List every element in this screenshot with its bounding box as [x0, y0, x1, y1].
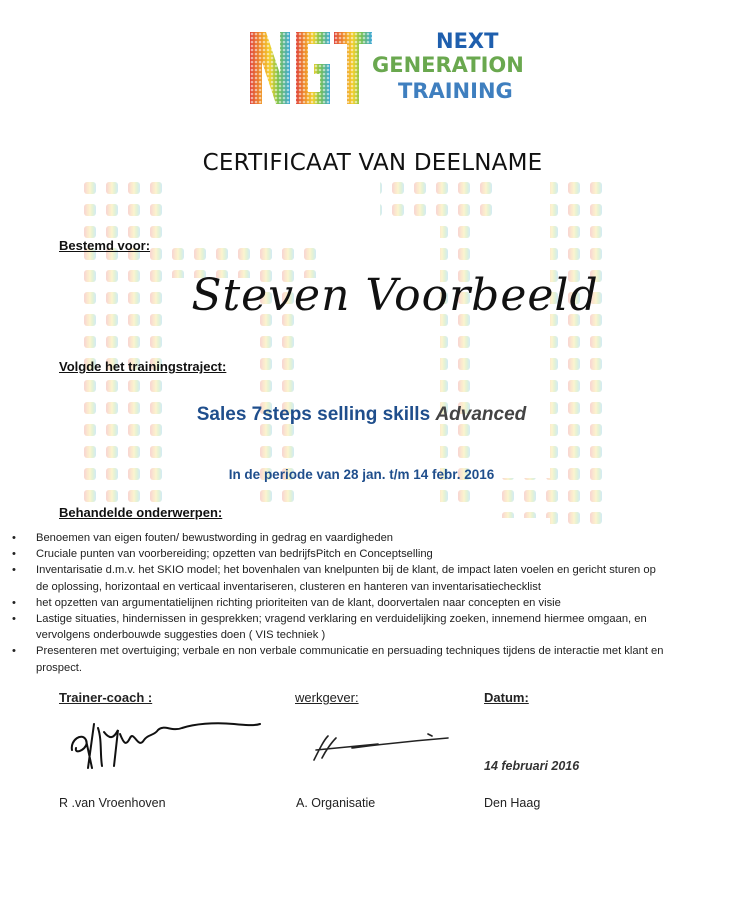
list-item — [12, 611, 737, 643]
topic-line: het opzetten van argumentatielijnen richting prioriteiten van de klant, doorvertalen naar concepten en visie — [36, 596, 561, 609]
topic-line: Presenteren met overtuiging; verbale en non verbale communicatie en persuading techniques tijdens de interactie met klant en — [36, 645, 664, 658]
list-item — [12, 530, 737, 546]
recipient-label: Bestemd voor: — [59, 238, 151, 253]
date-value: 14 februari 2016 — [484, 759, 580, 773]
topics-label: Behandelde onderwerpen: — [59, 505, 223, 520]
topics-list — [12, 530, 737, 676]
trainer-signature-icon — [64, 710, 264, 774]
logo-monogram-icon — [246, 24, 376, 110]
bullet-icon: • — [12, 564, 16, 577]
bullet-icon: • — [12, 548, 16, 561]
logo-line-next: NEXT — [436, 29, 499, 53]
employer-label: werkgever: — [295, 690, 359, 705]
course-title — [0, 404, 723, 426]
topic-line: Cruciale punten van voorbereiding; opzetten van bedrijfsPitch en Conceptselling — [36, 548, 433, 561]
bullet-icon: • — [12, 596, 16, 609]
bullet-icon: • — [12, 645, 16, 658]
list-item — [12, 546, 737, 562]
bullet-icon: • — [12, 613, 16, 626]
certificate-title: CERTIFICAAT VAN DEELNAME — [202, 150, 543, 176]
trajectory-label: Volgde het trainingstraject: — [59, 359, 227, 374]
employer-signature-icon — [308, 728, 458, 768]
list-item — [12, 643, 737, 675]
list-item — [12, 595, 737, 611]
company-logo — [246, 24, 524, 110]
place-name: Den Haag — [484, 796, 541, 810]
course-name: Sales 7steps selling skills — [196, 404, 431, 425]
topic-line: Lastige situaties, hindernissen in gesprekken; vragend verklaring en verduidelijking zoeken, innemend hiermee omgaan, en — [36, 613, 647, 626]
list-item — [12, 562, 737, 594]
topic-line: de oplossing, horizontaal en verticaal inventariseren, clusteren en hanteren van inventarisatiechecklist — [36, 580, 541, 593]
bullet-icon: • — [12, 532, 16, 544]
topic-line: prospect. — [36, 661, 83, 674]
training-period: In de periode van 28 jan. t/m 14 febr. 2016 — [228, 467, 495, 482]
topic-line: vervolgens onderbouwde suggesties doen ( VIS techniek ) — [36, 629, 326, 642]
date-label: Datum: — [484, 690, 529, 705]
logo-line-training: TRAINING — [398, 79, 513, 103]
employer-name: A. Organisatie — [296, 796, 376, 810]
recipient-name: Steven Voorbeeld — [191, 270, 599, 321]
trainer-label: Trainer-coach : — [59, 690, 153, 705]
trainer-name: R .van Vroenhoven — [59, 796, 166, 810]
logo-line-generation: GENERATION — [372, 53, 524, 77]
topic-line: Inventarisatie d.m.v. het SKIO model; het bovenhalen van knelpunten bij de klant, de impact laten voelen en gericht sturen op — [36, 564, 656, 577]
topic-line: Benoemen van eigen fouten/ bewustwording in gedrag en vaardigheden — [36, 532, 394, 544]
course-level: Advanced — [435, 404, 527, 425]
